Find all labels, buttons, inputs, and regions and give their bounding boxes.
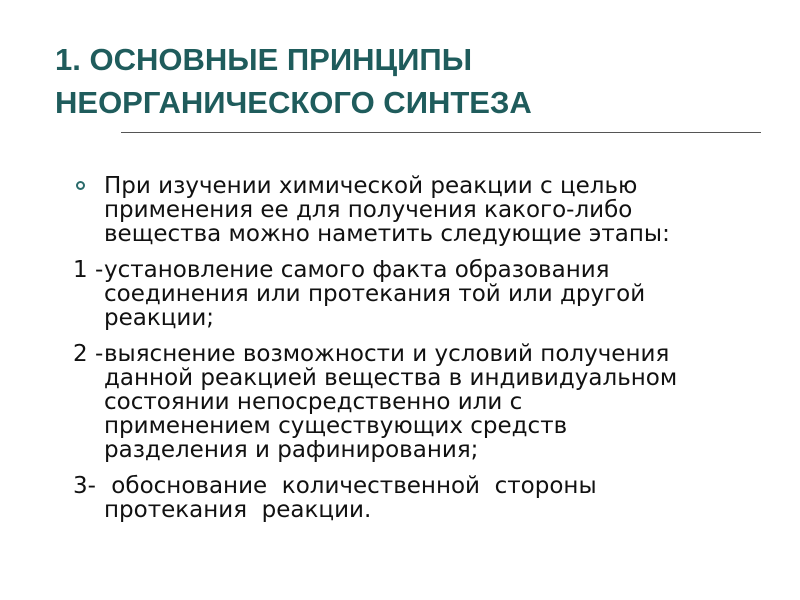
title-line-2: НЕОРГАНИЧЕСКОГО СИНТЕЗА [55, 85, 532, 120]
step-line: обоснование количественной стороны [104, 473, 597, 499]
step-line: соединения или протекания той или другой [104, 281, 646, 307]
title-line-1: 1. ОСНОВНЫЕ ПРИНЦИПЫ [55, 42, 473, 77]
title-divider [121, 132, 761, 133]
intro-line: При изучении химической реакции с целью [104, 173, 638, 199]
ring-bullet-icon [76, 181, 85, 190]
slide-title [55, 38, 755, 124]
step-line: применением существующих средств [104, 413, 568, 439]
slide-body [73, 174, 800, 534]
step-line: протекания реакции. [104, 497, 372, 523]
step-number: 1 - [73, 257, 104, 283]
step-1 [73, 258, 800, 330]
step-line: установление самого факта образования [104, 257, 610, 283]
step-number: 3- [73, 473, 96, 499]
step-line: данной реакцией вещества в индивидуальном [104, 365, 678, 391]
step-3 [73, 474, 800, 522]
step-line: реакции; [104, 305, 215, 331]
step-number: 2 - [73, 341, 104, 367]
step-line: состоянии непосредственно или с [104, 389, 523, 415]
intro-line: применения ее для получения какого-либо [104, 197, 633, 223]
step-2 [73, 342, 800, 462]
intro-line: вещества можно наметить следующие этапы: [104, 221, 670, 247]
intro-paragraph [73, 174, 800, 246]
step-line: выяснение возможности и условий получения [104, 341, 670, 367]
step-line: разделения и рафинирования; [104, 437, 479, 463]
